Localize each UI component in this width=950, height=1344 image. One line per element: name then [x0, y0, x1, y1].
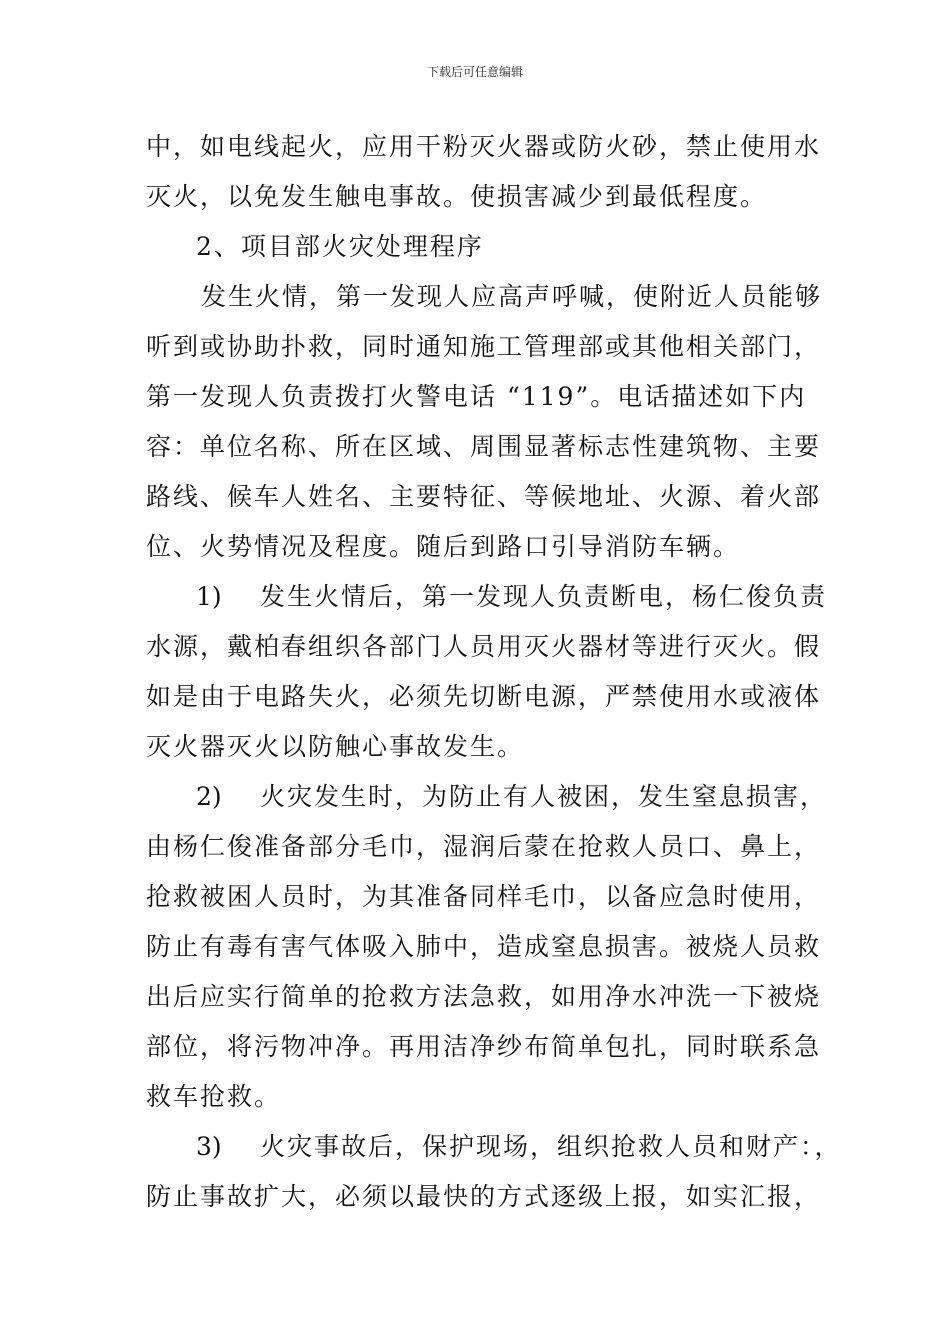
- text-line: 抢救被困人员时，为其准备同样毛巾，以备应急时使用，: [146, 882, 822, 911]
- list-item-text: 火灾发生时，为防止有人被困，发生窒息损害，: [260, 782, 828, 811]
- text-line: 第一发现人负责拨打火警电话 “119”。电话描述如下内: [146, 382, 807, 411]
- list-item-text: 火灾事故后，保护现场，组织抢救人员和财产：，: [260, 1132, 842, 1161]
- text-line: 路线、候车人姓名、主要特征、等候地址、火源、着火部: [146, 482, 822, 511]
- text-line: 中，如电线起火，应用干粉灭火器或防火砂，禁止使用水: [146, 132, 822, 161]
- list-item-3: [146, 1122, 842, 1172]
- list-number: 1): [196, 582, 222, 611]
- text-line: 出后应实行简单的抢救方法急救，如用净水冲洗一下被烧: [146, 982, 822, 1011]
- list-item-2: [146, 772, 828, 822]
- page-header: 下载后可任意编辑: [426, 65, 523, 79]
- paragraph-first-line: 发生火情，第一发现人应高声呼喊，使附近人员能够: [201, 282, 823, 311]
- text-line: 救车抢救。: [146, 1082, 282, 1111]
- text-line: 部位，将污物冲净。再用洁净纱布简单包扎，同时联系急: [146, 1032, 822, 1061]
- text-line: 容：单位名称、所在区域、周围显著标志性建筑物、主要: [146, 432, 822, 461]
- section-heading: 2、项目部火灾处理程序: [196, 232, 484, 261]
- text-line: 防止有毒有害气体吸入肺中，造成窒息损害。被烧人员救: [146, 932, 822, 961]
- document-body: [146, 122, 842, 1222]
- text-line: 灭火器灭火以防触心事故发生。: [146, 732, 525, 761]
- list-item-1: [146, 572, 828, 622]
- list-item-text: 发生火情后，第一发现人负责断电，杨仁俊负责: [260, 582, 828, 611]
- text-line: 位、火势情况及程度。随后到路口引导消防车辆。: [146, 532, 741, 561]
- text-line: 如是由于电路失火，必须先切断电源，严禁使用水或液体: [146, 682, 822, 711]
- text-line: 灭火，以免发生触电事故。使损害减少到最低程度。: [146, 182, 768, 211]
- text-line: 由杨仁俊准备部分毛巾，湿润后蒙在抢救人员口、鼻上，: [146, 832, 822, 861]
- text-line: 水源，戴柏春组织各部门人员用灭火器材等进行灭火。假: [146, 632, 822, 661]
- list-number: 3): [196, 1132, 222, 1161]
- text-line: 听到或协助扑救，同时通知施工管理部或其他相关部门，: [146, 332, 822, 361]
- list-number: 2): [196, 782, 222, 811]
- text-line: 防止事故扩大，必须以最快的方式逐级上报，如实汇报，: [146, 1182, 822, 1211]
